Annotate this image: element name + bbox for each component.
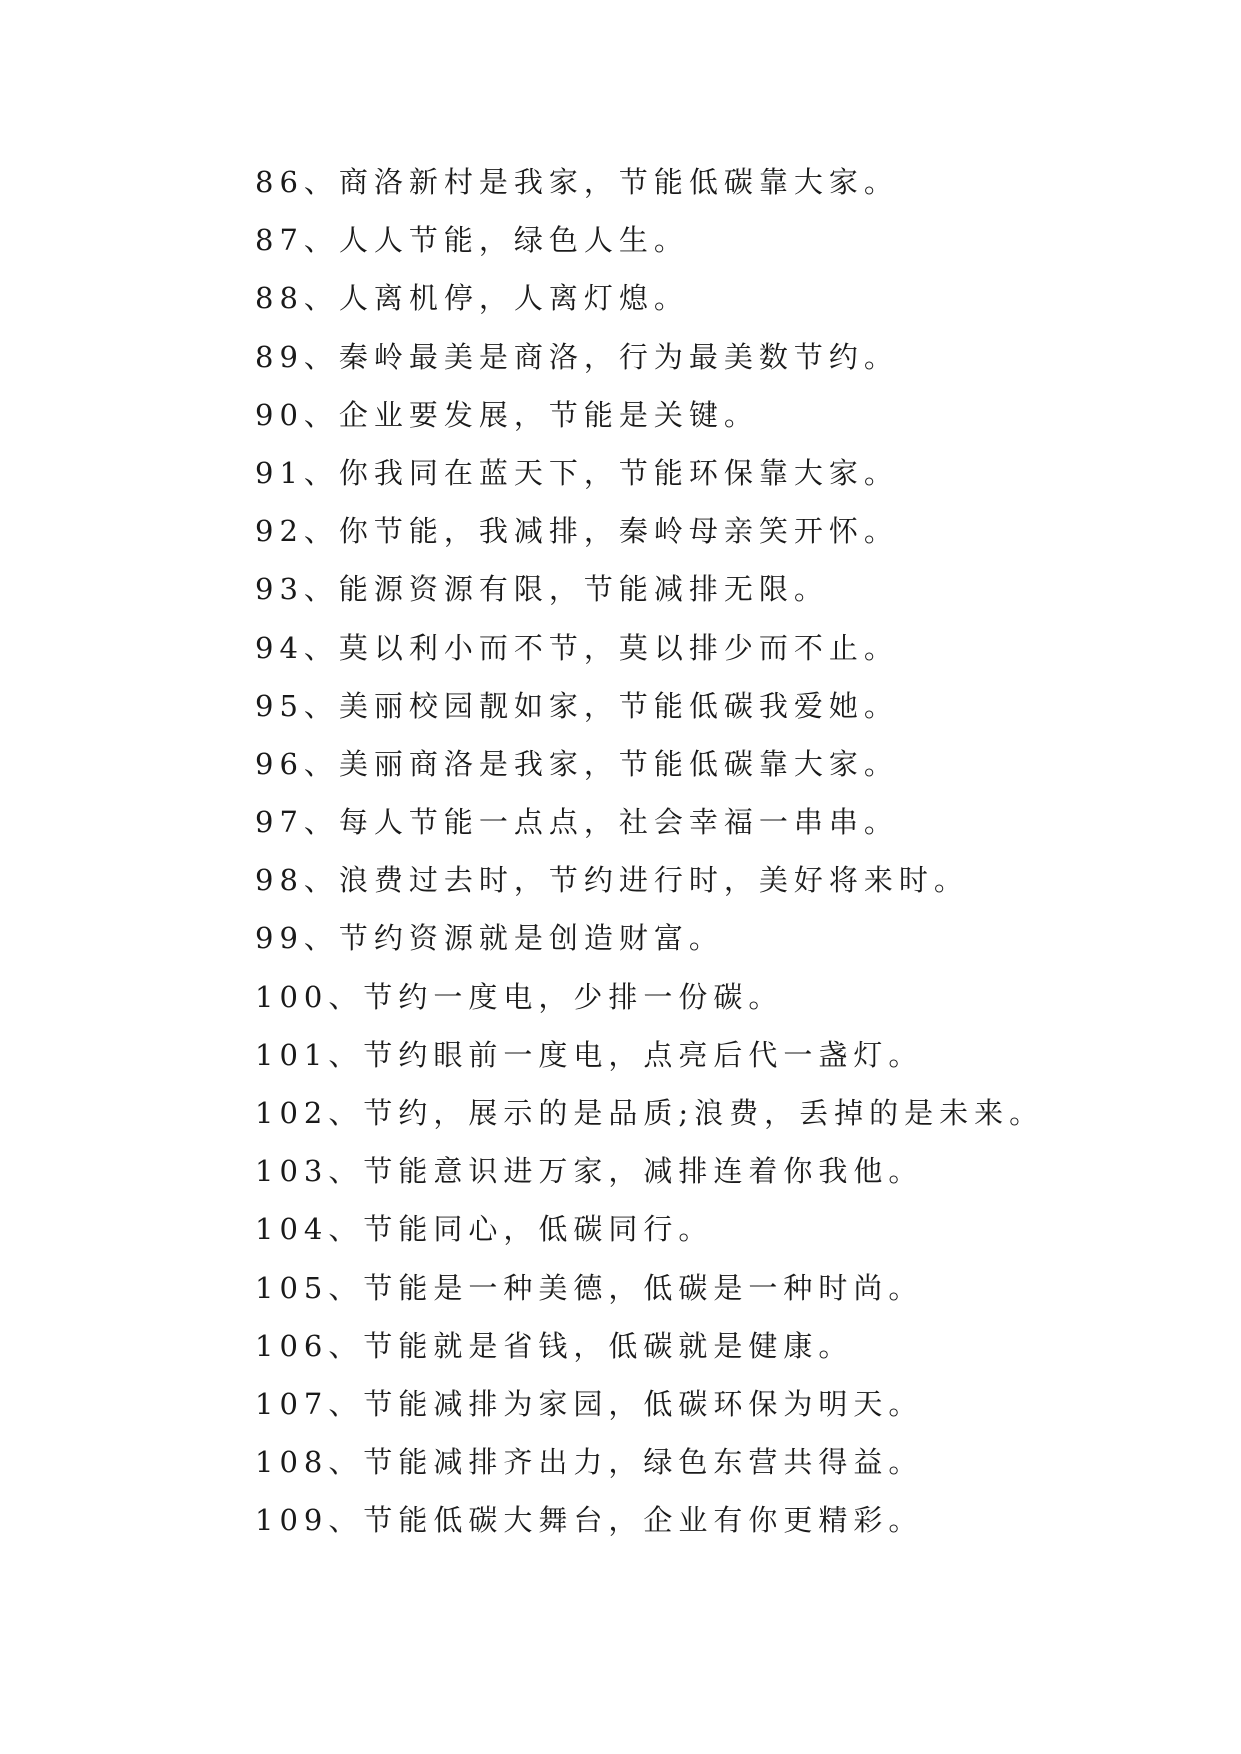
slogan-item: 94、莫以利小而不节，莫以排少而不止。	[255, 630, 899, 665]
slogan-item: 102、节约，展示的是品质;浪费，丢掉的是未来。	[255, 1096, 1045, 1130]
slogan-item: 105、节能是一种美德，低碳是一种时尚。	[255, 1270, 924, 1305]
slogan-item: 91、你我同在蓝天下，节能环保靠大家。	[255, 455, 899, 490]
slogan-item: 86、商洛新村是我家，节能低碳靠大家。	[255, 165, 899, 199]
slogan-item: 99、节约资源就是创造财富。	[255, 921, 724, 956]
slogan-item: 97、每人节能一点点，社会幸福一串串。	[255, 805, 899, 840]
slogan-item: 87、人人节能，绿色人生。	[255, 223, 689, 258]
slogan-item: 109、节能低碳大舞台，企业有你更精彩。	[255, 1503, 924, 1538]
slogan-item: 90、企业要发展，节能是关键。	[255, 397, 759, 432]
slogan-item: 108、节能减排齐出力，绿色东营共得益。	[255, 1445, 924, 1480]
slogan-list	[255, 162, 1044, 1559]
slogan-item: 89、秦岭最美是商洛，行为最美数节约。	[255, 339, 899, 374]
slogan-item: 104、节能同心，低碳同行。	[255, 1212, 714, 1247]
slogan-item: 88、人离机停，人离灯熄。	[255, 281, 689, 316]
slogan-item: 92、你节能，我减排，秦岭母亲笑开怀。	[255, 514, 899, 549]
slogan-item: 100、节约一度电，少排一份碳。	[255, 979, 784, 1014]
slogan-item: 95、美丽校园靓如家，节能低碳我爱她。	[255, 688, 899, 723]
slogan-item: 101、节约眼前一度电，点亮后代一盏灯。	[255, 1037, 924, 1072]
slogan-item: 107、节能减排为家园，低碳环保为明天。	[255, 1386, 924, 1421]
slogan-item: 106、节能就是省钱，低碳就是健康。	[255, 1328, 854, 1363]
slogan-item: 98、浪费过去时，节约进行时，美好将来时。	[255, 863, 969, 898]
slogan-item: 103、节能意识进万家，减排连着你我他。	[255, 1154, 924, 1189]
slogan-item: 93、能源资源有限，节能减排无限。	[255, 572, 829, 607]
slogan-item: 96、美丽商洛是我家，节能低碳靠大家。	[255, 746, 899, 781]
